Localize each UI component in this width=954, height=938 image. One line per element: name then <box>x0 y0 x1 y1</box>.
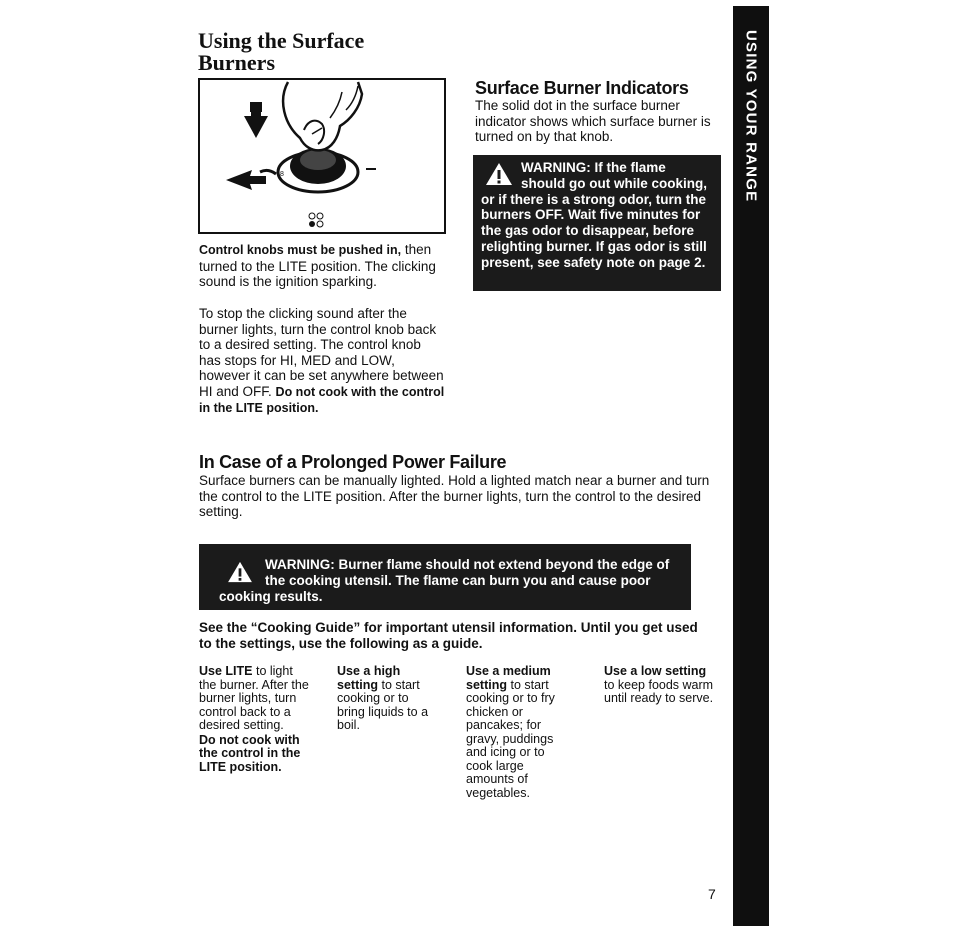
control-knobs-text: then turned to the LITE position. The clicking sound is the ignition sparking. <box>199 242 436 289</box>
setting-lead: Use LITE <box>199 664 253 678</box>
setting-note: Do not cook with the control in the LITE position. <box>199 732 301 774</box>
flame-edge-warning <box>199 544 691 610</box>
cooking-guide-note: See the “Cooking Guide” for important utensil information. Until you get used to the settings, use the following as a guide. <box>199 620 698 651</box>
setting-column-lite <box>199 665 311 774</box>
svg-text:8: 8 <box>280 171 284 178</box>
flame-out-warning <box>473 155 721 291</box>
stop-clicking-bold: Do not cook with the control in the LITE position. <box>199 384 445 415</box>
page-title-line2: Burners <box>198 50 275 75</box>
side-section-tab <box>733 6 769 926</box>
flame-edge-warning-text: WARNING: Burner flame should not extend beyond the edge of the cooking utensil. The flame can burn you and cause poor cooking results. <box>219 557 670 604</box>
burner-knob-illustration <box>198 78 446 234</box>
indicators-heading: Surface Burner Indicators <box>475 78 689 98</box>
stop-clicking-paragraph <box>199 306 445 417</box>
stop-clicking-text: To stop the clicking sound after the burner lights, turn the control knob back to a desired setting. The control knob has stops for HI, MED and LOW, however it can be set anywhere between HI and OFF. <box>199 306 444 399</box>
flame-out-warning-text: WARNING: If the flame should go out while cooking, or if there is a strong odor, turn the burners OFF. Wait five minutes for the gas odor to disappear, before relighting burner. If gas odor is still present, see safety note on page 2. <box>481 160 707 270</box>
control-knobs-lead: Control knobs must be pushed in, <box>199 243 402 257</box>
power-failure-text: Surface burners can be manually lighted. Hold a lighted match near a burner and turn the control to the LITE position. After the burner lights, turn the control to the desired setting. <box>199 473 710 519</box>
warning-triangle-icon <box>227 561 253 583</box>
side-tab-label: USING YOUR RANGE <box>742 30 760 203</box>
setting-text: to light the burner. After the burner lights, turn control back to a desired setting. <box>199 664 309 732</box>
setting-text: to keep foods warm until ready to serve. <box>604 677 714 705</box>
page-title-line1: Using the Surface <box>198 28 365 53</box>
setting-text: to start cooking or to fry chicken or pancakes; for gravy, puddings and icing or to cook large amounts of vegetables. <box>466 677 555 800</box>
setting-column-medium <box>466 665 574 800</box>
setting-lead: Use a high setting <box>337 664 401 692</box>
hand-pushing-knob-icon <box>200 80 444 232</box>
page-number: 7 <box>708 886 716 902</box>
warning-triangle-icon <box>485 162 513 186</box>
page-title <box>198 30 458 74</box>
control-knobs-paragraph <box>199 242 445 290</box>
setting-column-high <box>337 665 437 733</box>
power-failure-heading: In Case of a Prolonged Power Failure <box>199 452 507 472</box>
setting-column-low <box>604 665 714 706</box>
setting-lead: Use a medium setting <box>466 664 551 692</box>
setting-lead: Use a low setting <box>604 664 707 678</box>
setting-text: to start cooking or to bring liquids to a boil. <box>337 677 429 732</box>
indicators-text: The solid dot in the surface burner indicator shows which surface burner is turned on by that knob. <box>475 98 711 144</box>
